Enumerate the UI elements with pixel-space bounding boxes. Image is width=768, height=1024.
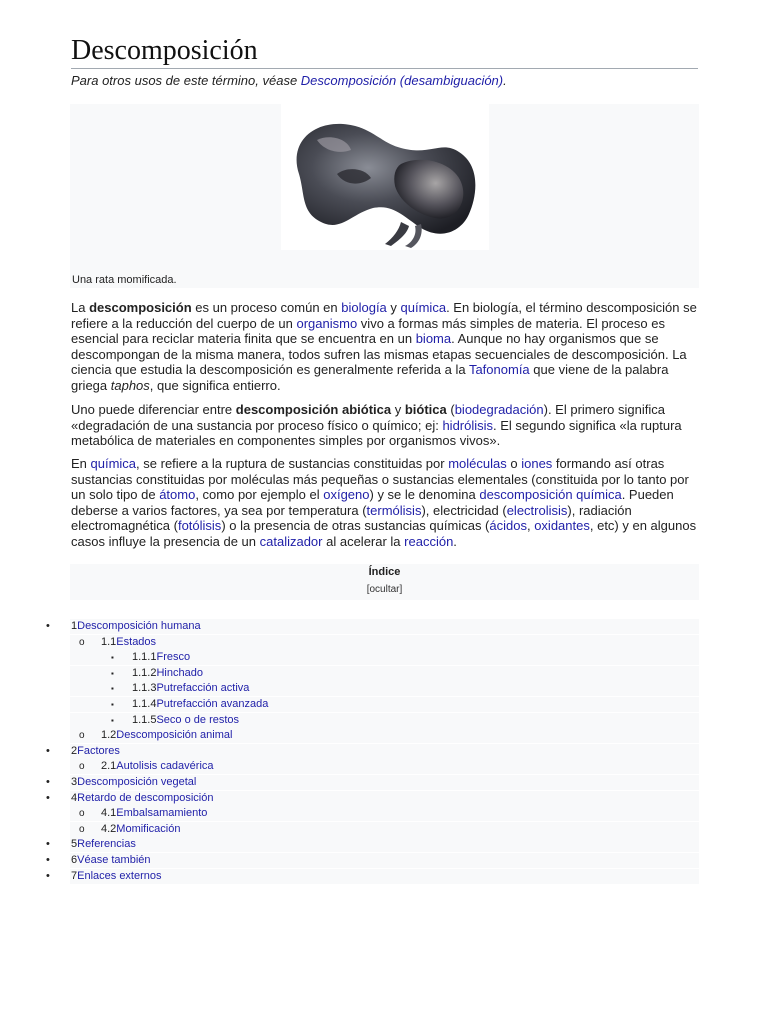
toc-list xyxy=(0,619,768,884)
toc-entry[interactable] xyxy=(71,853,151,869)
abiotic-paragraph xyxy=(71,402,701,449)
article-link[interactable]: Tafonomía xyxy=(468,362,530,377)
article-link[interactable]: bioma xyxy=(415,331,452,346)
toc-number: 4 xyxy=(71,791,78,804)
toc-item[interactable] xyxy=(0,728,768,744)
toc-bullet-icon: o xyxy=(79,761,85,773)
toc-link[interactable]: Putrefacción avanzada xyxy=(156,697,269,710)
hatnote-text: Para otros usos de este término, véase xyxy=(71,73,301,88)
toc-number: 1.1.5 xyxy=(132,713,157,726)
toc-row-background xyxy=(70,869,699,884)
toc-row-background xyxy=(70,744,699,759)
toc-bullet-icon: ▪ xyxy=(111,653,114,663)
toc-toggle[interactable]: [ocultar] xyxy=(366,584,403,595)
intro-paragraph xyxy=(71,300,701,393)
toc-number: 5 xyxy=(71,838,78,851)
paragraph-text: y xyxy=(391,402,405,417)
paragraph-text: y xyxy=(386,300,401,315)
article-link[interactable]: fotólisis xyxy=(177,518,222,533)
toc-item[interactable] xyxy=(0,650,768,666)
toc-bullet-icon: ▪ xyxy=(111,684,114,694)
paragraph-text: al acelerar la xyxy=(322,533,405,549)
toc-link[interactable]: Véase también xyxy=(77,853,151,866)
article-link[interactable]: reacción xyxy=(404,533,454,549)
toc-number: 1.1.2 xyxy=(132,666,157,679)
toc-item[interactable] xyxy=(0,806,768,822)
toc-item[interactable] xyxy=(0,869,768,885)
page-title: Descomposición xyxy=(71,35,258,66)
bold-term: biótica xyxy=(404,402,447,417)
toc-bullet-icon: o xyxy=(79,636,85,648)
toc-bullet-icon: • xyxy=(46,853,50,866)
paragraph-text: formando así otras sustancias constituidas por moléculas más pequeñas o sustancias elementales (constituida por lo tanto por un solo tipo de xyxy=(71,456,689,502)
toc-bullet-icon: o xyxy=(79,730,85,742)
toc-item[interactable] xyxy=(0,713,768,729)
article-link[interactable]: biología xyxy=(341,300,387,315)
toc-bullet-icon: • xyxy=(46,775,50,788)
toc-link[interactable]: Momificación xyxy=(116,822,181,835)
paragraph-text: ) y se le denomina xyxy=(369,487,480,502)
toc-link[interactable]: Estados xyxy=(116,635,157,648)
toc-item[interactable] xyxy=(0,666,768,682)
paragraph-text: . En biología, el término descomposición se refiere a la reducción del cuerpo de un xyxy=(71,300,697,331)
article-link[interactable]: ácidos xyxy=(489,518,527,533)
article-link[interactable]: organismo xyxy=(296,315,358,331)
paragraph-text: ( xyxy=(446,402,455,417)
rat-foot xyxy=(385,222,409,246)
hatnote-suffix: . xyxy=(503,73,507,88)
toc-bullet-icon: • xyxy=(46,620,50,632)
paragraph-text: ). El primero significa «degradación de una sustancia por proceso físico o químico; ej: xyxy=(71,402,665,433)
bold-term: descomposición abiótica xyxy=(235,402,392,417)
mummified-rat-drawing xyxy=(281,104,489,250)
toc-link[interactable]: Descomposición vegetal xyxy=(77,775,197,788)
paragraph-text: ) o la presencia de otras sustancias químicas ( xyxy=(221,518,490,533)
paragraph-text: En xyxy=(71,456,91,471)
toc-row-background xyxy=(70,853,699,868)
toc-bullet-icon: • xyxy=(46,791,50,804)
article-link[interactable]: termólisis xyxy=(366,502,422,518)
toc-entry[interactable] xyxy=(71,791,213,807)
toc-link[interactable]: Embalsamamiento xyxy=(116,807,208,820)
toc-item[interactable] xyxy=(0,759,768,775)
toc-item[interactable] xyxy=(0,853,768,869)
toc-link[interactable]: Seco o de restos xyxy=(156,713,240,726)
toc-item[interactable] xyxy=(0,681,768,697)
figure-caption: Una rata momificada. xyxy=(72,274,177,286)
toc-entry[interactable] xyxy=(101,635,156,651)
toc-number: 2.1 xyxy=(101,760,117,773)
paragraph-text: , se refiere a la ruptura de sustancias constituidas por xyxy=(136,456,449,471)
toc-entry[interactable] xyxy=(132,650,190,666)
toc-entry[interactable] xyxy=(132,681,249,697)
toc-item[interactable] xyxy=(0,744,768,760)
toc-row-background xyxy=(70,837,699,852)
paragraph-text: . xyxy=(453,533,457,549)
toc-bullet-icon: ▪ xyxy=(111,715,114,725)
toc-number: 7 xyxy=(71,869,78,882)
article-link[interactable]: electrolisis xyxy=(506,502,568,518)
paragraph-text: es un proceso común en xyxy=(191,300,342,315)
figure xyxy=(70,104,699,288)
toc-entry[interactable] xyxy=(71,869,162,885)
toc-bullet-icon: • xyxy=(46,744,50,757)
toc-bullet-icon: ▪ xyxy=(111,668,114,678)
article-link[interactable]: hidrólisis xyxy=(442,417,494,433)
toc-link[interactable]: Fresco xyxy=(156,651,191,664)
toc-number: 1.1 xyxy=(101,635,117,648)
paragraph-text: La xyxy=(71,300,90,315)
hatnote xyxy=(71,73,507,88)
toc-number: 1 xyxy=(71,620,78,632)
paragraph-text: . El segundo significa «la ruptura metabólica de materiales en componentes simples por organismos vivos». xyxy=(71,417,682,448)
toc-header xyxy=(70,564,699,600)
paragraph-text: o xyxy=(506,456,522,471)
toc-link[interactable]: Factores xyxy=(77,744,120,757)
article-link[interactable]: biodegradación xyxy=(454,402,544,417)
paragraph-text: , como por ejemplo el xyxy=(195,487,324,502)
mummified-rat-image[interactable] xyxy=(281,104,489,250)
article-link[interactable]: átomo xyxy=(159,487,196,502)
toc-entry[interactable] xyxy=(132,666,203,682)
article-link[interactable]: oxidantes xyxy=(534,518,590,533)
toc-entry[interactable] xyxy=(101,806,207,822)
title-divider xyxy=(71,68,698,69)
toc-bullet-icon: o xyxy=(79,823,85,835)
toc-entry[interactable] xyxy=(132,697,268,713)
toc-number: 2 xyxy=(71,744,78,757)
toc-item[interactable] xyxy=(0,635,768,651)
toc-bullet-icon: • xyxy=(46,869,50,882)
toc-number: 3 xyxy=(71,775,78,788)
article-link[interactable]: química xyxy=(90,456,137,471)
toc-number: 1.1.4 xyxy=(132,697,157,710)
toc-entry[interactable] xyxy=(101,728,232,744)
paragraph-text: . Pueden deberse a varios factores, ya sea por temperatura ( xyxy=(71,487,674,518)
toc-entry[interactable] xyxy=(71,837,136,853)
toc-entry[interactable] xyxy=(71,744,120,760)
toc-number: 6 xyxy=(71,853,78,866)
article-link[interactable]: química xyxy=(400,300,447,315)
article-link[interactable]: oxígeno xyxy=(323,487,370,502)
toc-link[interactable]: Descomposición animal xyxy=(116,729,233,742)
toc-entry[interactable] xyxy=(71,619,201,635)
toc-link[interactable]: Autolisis cadavérica xyxy=(116,760,214,773)
toc-entry[interactable] xyxy=(101,759,214,775)
toc-link[interactable]: Referencias xyxy=(77,838,136,851)
toc-number: 4.1 xyxy=(101,807,117,820)
italic-term: taphos xyxy=(110,377,150,393)
paragraph-text: , xyxy=(526,518,535,533)
toc-bullet-icon: o xyxy=(79,808,85,820)
paragraph-text: . Aunque no hay organismos que se descompongan de la misma manera, todos sufren las mismas etapas secuenciales de descomposición. La ciencia que estudia la descomposición es generalmente referida a la xyxy=(71,331,687,377)
toc-link[interactable]: Descomposición humana xyxy=(77,620,201,632)
toc-item[interactable] xyxy=(0,697,768,713)
article-link[interactable]: iones xyxy=(521,456,553,471)
toc-entry[interactable] xyxy=(132,713,239,729)
toc-link[interactable]: Putrefacción activa xyxy=(156,682,250,695)
article-link[interactable]: moléculas xyxy=(448,456,507,471)
article-link[interactable]: catalizador xyxy=(259,533,323,549)
toc-link[interactable]: Enlaces externos xyxy=(77,869,162,882)
toc-item[interactable] xyxy=(0,791,768,807)
toc-link[interactable]: Hinchado xyxy=(156,666,203,679)
toc-number: 4.2 xyxy=(101,822,117,835)
paragraph-text: Uno puede diferenciar entre xyxy=(71,402,236,417)
toc-bullet-icon: • xyxy=(46,838,50,851)
toc-title: Índice xyxy=(368,566,401,578)
paragraph-text: , que significa entierro. xyxy=(149,377,281,393)
toc-number: 1.2 xyxy=(101,729,117,742)
toc-item[interactable] xyxy=(0,837,768,853)
chemistry-paragraph xyxy=(71,456,701,549)
toc-bullet-icon: ▪ xyxy=(111,699,114,709)
bold-term: descomposición xyxy=(89,300,192,315)
disambiguation-link[interactable]: Descomposición (desambiguación) xyxy=(300,73,504,88)
toc-link[interactable]: Retardo de descomposición xyxy=(77,791,214,804)
article-link[interactable]: descomposición química xyxy=(479,487,622,502)
toc-row-background xyxy=(70,635,699,650)
paragraph-text: , etc) y en algunos casos influye la presencia de un xyxy=(71,518,697,549)
paragraph-text: vivo a formas más simples de materia. El proceso es esencial para reciclar materia finita que se encuentra en un xyxy=(71,315,665,346)
toc-item[interactable] xyxy=(0,822,768,838)
toc-item[interactable] xyxy=(0,619,768,635)
paragraph-text: que viene de la palabra griega xyxy=(71,362,669,393)
toc-entry[interactable] xyxy=(101,822,180,838)
paragraph-text: ), radiación electromagnética ( xyxy=(71,502,632,533)
toc-entry[interactable] xyxy=(71,775,196,791)
toc-number: 1.1.3 xyxy=(132,682,157,695)
toc-number: 1.1.1 xyxy=(132,651,157,664)
toc-item[interactable] xyxy=(0,775,768,791)
paragraph-text: ), electricidad ( xyxy=(421,502,507,518)
